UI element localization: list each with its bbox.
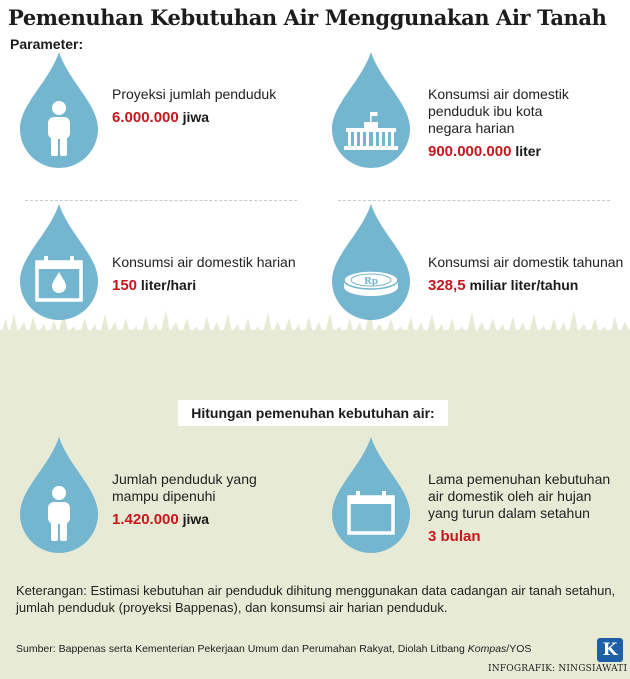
calculation-value: 1.420.000 (112, 511, 179, 528)
parameter-value: 900.000.000 (428, 143, 512, 160)
calculation-label-line: Jumlah penduduk yang (112, 471, 257, 487)
calculation-value: 3 bulan (428, 528, 481, 545)
rupiah-coin-icon (344, 271, 398, 296)
calculation-people-served (112, 471, 257, 528)
parameter-value: 6.000.000 (112, 109, 179, 126)
source-publication: Kompas (467, 643, 507, 655)
parameters-label: Parameter: (10, 36, 84, 52)
page-title: Pemenuhan Kebutuhan Air Menggunakan Air Tanah (8, 5, 607, 30)
kompas-logo: K (597, 638, 623, 662)
parameter-capital-consumption (428, 86, 569, 160)
parameter-annual-consumption (428, 254, 623, 294)
calculation-label-line: Lama pemenuhan kebutuhan (428, 471, 611, 487)
parameter-unit: liter (515, 143, 541, 159)
parameter-label-line: Konsumsi air domestik harian (112, 254, 296, 270)
water-drop-coin (330, 204, 412, 322)
parameter-label-line: Konsumsi air domestik tahunan (428, 254, 624, 270)
calculation-heading: Hitungan pemenuhan kebutuhan air: (178, 400, 448, 426)
parameter-label-line: negara harian (428, 120, 515, 136)
parameter-label-line: penduduk ibu kota (428, 103, 543, 119)
explanatory-note (16, 582, 616, 616)
divider-right (338, 200, 610, 201)
source-credit (16, 643, 531, 655)
parameter-unit: jiwa (182, 109, 210, 125)
source-suffix: /YOS (506, 643, 532, 655)
water-drop-person (18, 437, 100, 555)
calculation-label-line: yang turun dalam setahun (428, 505, 590, 521)
parameter-label-line: Konsumsi air domestik (428, 86, 569, 102)
calculation-unit: jiwa (182, 511, 210, 527)
infographic-credit: INFOGRAFIK: NINGSIAWATI (488, 664, 628, 674)
coin-label: Rp (364, 277, 378, 287)
parameter-label-line: Proyeksi jumlah penduduk (112, 86, 277, 102)
calculation-label-line: air domestik oleh air hujan (428, 488, 592, 504)
parameter-population (112, 86, 276, 126)
divider-left (25, 200, 297, 201)
parameter-value: 328,5 (428, 277, 466, 294)
note-line: jumlah penduduk (proyeksi Bappenas), dan konsumsi air harian penduduk. (16, 600, 448, 615)
parameter-unit: liter/hari (140, 277, 197, 293)
water-drop-calendar-drop (18, 204, 100, 322)
parameter-value: 150 (112, 277, 138, 294)
calculation-duration (428, 471, 610, 545)
parameter-unit: miliar liter/tahun (469, 277, 579, 293)
water-drop-calendar (330, 437, 412, 555)
note-line: Keterangan: Estimasi kebutuhan air penduduk dihitung menggunakan data cadangan air tanah setahun, (16, 583, 616, 598)
water-drop-building (330, 52, 412, 170)
water-drop-person (18, 52, 100, 170)
source-prefix: Sumber: Bappenas serta Kementerian Pekerjaan Umum dan Perumahan Rakyat, Diolah Litbang (16, 643, 468, 655)
calculation-label-line: mampu dipenuhi (112, 488, 216, 504)
parameter-daily-consumption (112, 254, 296, 294)
